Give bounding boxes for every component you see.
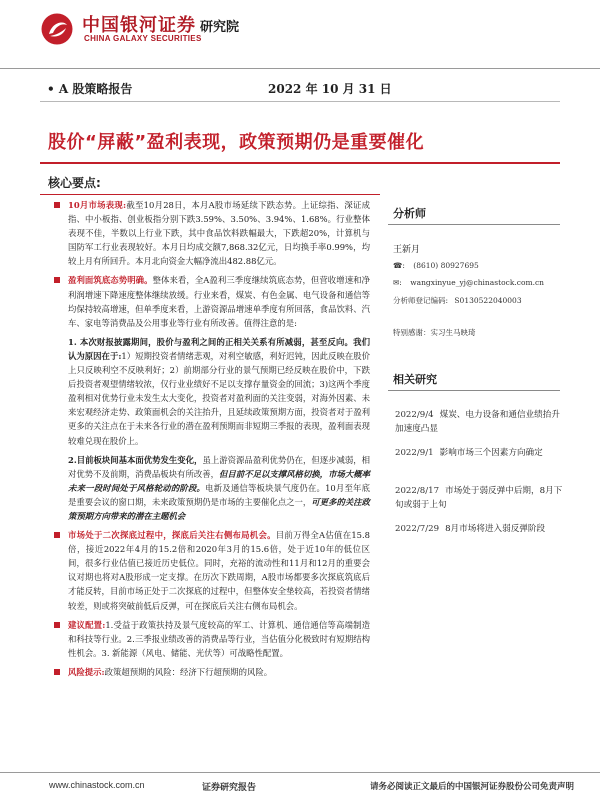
paragraph-intro: 2.目前板块间基本面优势发生变化， [68, 454, 203, 465]
related-item[interactable] [395, 408, 565, 436]
header-divider [0, 68, 600, 69]
analyst-email [393, 278, 544, 287]
subheader-divider [40, 101, 560, 102]
phone-icon: ☎: [393, 261, 405, 270]
special-thanks: 特别感谢：实习生马映琦 [393, 328, 476, 337]
paragraph-label: 10月市场表现: [68, 200, 127, 210]
related-title: 影响市场三个因素方向确定 [439, 448, 543, 458]
analyst-phone [393, 261, 479, 270]
paragraph-label: 建议配置: [68, 619, 106, 630]
footer-disclaimer: 请务必阅读正文最后的中国银河证券股份公司免责声明 [370, 782, 575, 792]
phone-number: (8610) 80927695 [413, 261, 479, 270]
brand-name-en: CHINA GALAXY SECURITIES [84, 34, 202, 43]
footer-divider [0, 772, 600, 773]
related-title: 8月市场将进入弱反弹阶段 [445, 524, 546, 534]
galaxy-logo-icon [40, 12, 74, 46]
paragraph-label: 盈利面筑底态势明确。 [68, 275, 153, 286]
related-item[interactable] [395, 446, 565, 460]
market-performance-paragraph [48, 198, 370, 268]
analyst-name: 王新月 [393, 245, 421, 255]
registration-label: 分析师登记编码: [393, 296, 449, 305]
observation-2-paragraph [48, 453, 370, 523]
title-divider [40, 162, 560, 164]
brand-name-cn: 中国银河证券 [82, 15, 196, 36]
key-points-heading: 核心要点: [48, 176, 101, 190]
bullet-square-icon [54, 277, 60, 283]
footer-website-link[interactable]: www.chinastock.com.cn [49, 780, 145, 790]
paragraph-text: 截至10月28日，本月A股市场延续下跌态势。上证综指、深证成指、中小板指、创业板指分别下跌3.59%、3.50%、3.94%、1.68%。行业整体表现不佳，半数以上行业下跌，其中食品饮料跌幅最大，下跌超20%，计算机与国防军工行业表现较好。本月日均成交额7,868.32亿元，日均换手率0.99%，均较上月有所回升。本月北向资金大幅净流出482.88亿元。 [68, 200, 370, 267]
email-icon: ✉: [393, 278, 402, 287]
related-title: 市场处于弱反弹中后期，8月下旬或弱于上旬 [395, 486, 563, 510]
paragraph-label: 市场处于二次探底过程中，探底后关注右侧布局机会。 [68, 530, 276, 541]
paragraph-emphasis: 但目前不足以支撑风格切换，市场大概率未来一段时间处于风格轮动的阶段。 [68, 468, 371, 493]
risk-paragraph [48, 665, 370, 679]
paragraph-text: 虽上游资源品盈利优势仍在，但逐步减弱，相对优势不及前期，消费品板块有所改善， [68, 454, 371, 479]
paragraph-text: 1.受益于政策扶持及景气度较高的军工、计算机、通信通信等高端制造和科技等行业。2.三季报业绩改善的消费品等行业，当估值分化极致时有短期结构性机会。3. 新能源（风电、储能、光伏等）可战略性配置。 [68, 619, 370, 658]
related-title: 煤炭、电力设备和通信业绩抬升加速度凸显 [395, 410, 560, 434]
paragraph-label: 风险提示: [68, 666, 105, 677]
related-date: 2022/8/17 [395, 486, 440, 496]
department-label: 研究院 [200, 20, 240, 35]
report-title: 股价“屏蔽”盈利表现，政策预期仍是重要催化 [48, 132, 425, 153]
paragraph-text: 1）短期投资者情绪悲观，对利空敏感，利好迟钝，因此反映在股价上只反映利空不反映利好；2）前期部分行业的景气预期已经反映在股价中，下跌后投资者观望情绪较浓，仅行业业绩好不足以支撑存量资金的回流；3)这两个季度盈利相对优势行业未发生太大变化，投资者对盈利面的关注变弱，对海外因素、未来宏观经济走势、政策面机会的关注抬升，且延续政策预期方面，投资者对于盈利更多的关注点在于未来各行业的潜在盈利预期而非短期三季报的表现，盈利面表现较难兑现在股价上。 [68, 350, 370, 446]
email-address[interactable]: wangxinyue_yj@chinastock.com.cn [410, 278, 544, 287]
related-item[interactable] [395, 522, 565, 536]
related-research-heading: 相关研究 [393, 373, 437, 386]
paragraph-text: 电新及通信等板块景气度仍在。10月至年底是重要会议的窗口期，未来政策预期仍是市场的主要催化点之一， [68, 482, 371, 507]
paragraph-text: 政策超预期的风险：经济下行超预期的风险。 [104, 666, 273, 677]
market-bottom-paragraph [48, 528, 370, 613]
analyst-registration [393, 295, 522, 306]
related-date: 2022/9/1 [395, 448, 434, 458]
earnings-paragraph [48, 273, 370, 329]
report-type: • A 股策略报告 [47, 82, 133, 96]
analyst-heading: 分析师 [393, 207, 426, 220]
key-points-body [48, 198, 370, 679]
registration-code: S0130522040003 [454, 296, 522, 305]
related-item[interactable] [395, 484, 565, 512]
bullet-square-icon [54, 669, 60, 675]
key-points-underline [40, 194, 380, 195]
related-divider [388, 390, 560, 391]
bullet-square-icon [54, 532, 60, 538]
footer-report-label: 证券研究报告 [202, 783, 257, 793]
allocation-paragraph [48, 618, 370, 660]
analyst-divider [388, 224, 560, 225]
related-date: 2022/7/29 [395, 524, 440, 534]
bullet-square-icon [54, 622, 60, 628]
paragraph-emphasis: 可更多的关注政策预期方向带来的潜在主题机会 [68, 496, 371, 521]
bullet-square-icon [54, 202, 60, 208]
report-date: 2022 年 10 月 31 日 [268, 82, 392, 96]
paragraph-intro: 1. 本次财报披露期间，股价与盈利之间的正相关关系有所减弱，甚至反向。我们认为原因在于: [68, 336, 370, 361]
observation-1-paragraph [48, 335, 370, 448]
paragraph-text: 目前万得全A估值在15.8倍，接近2022年4月的15.2倍和2020年3月的15.6倍，处于近10年的低位区间，很多行业估值已接近历史低位。同时，充裕的流动性和11月和12月的重要会议对期也将对A股形成一定支撑。在历次下跌周期，A股市场都要多次探底筑底后才能反转，目前市场正处于二次探底的过程中，但整体安全垫较高，若投资者情绪较差，则或将突破前低后反弹，可在探底后关注右侧布局机会。 [68, 530, 370, 611]
related-date: 2022/9/4 [395, 410, 434, 420]
paragraph-text: 整体来看，全A盈利三季度继续筑底态势，但营收增速和净利润增速下降速度整体继续放缓。行业来看，煤炭、有色金属、电气设备和通信等均保持较高增速，但单季度来看，上游资源品增速单季度有所回落，食品饮料、汽车、家电等消费品及公用事业等行业有所改善。值得注意的是: [68, 275, 371, 328]
